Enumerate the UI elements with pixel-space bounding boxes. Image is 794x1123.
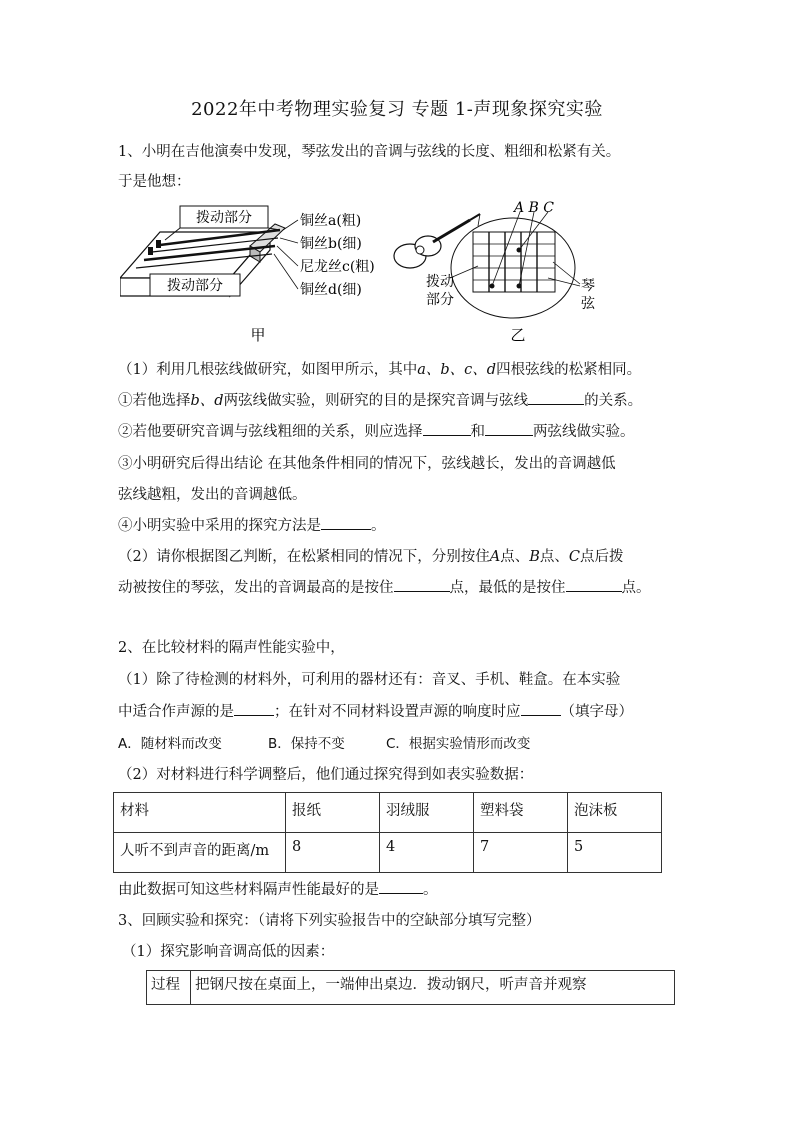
table-row (147, 971, 675, 1005)
q2-part1-line1: （1）除了待检测的材料外，可利用的器材还有：音叉、手机、鞋盒。在本实验 (118, 672, 621, 688)
blank-4[interactable] (321, 515, 371, 530)
q2-conclusion: 由此数据可知这些材料隔声性能最好的是 。 (118, 878, 438, 899)
q1-part1: （1）利用几根弦线做研究，如图甲所示，其中a、b、c、d四根弦线的松紧相同。 (118, 362, 642, 378)
yi-string-label-1: 琴 (581, 278, 595, 294)
option-b: B．保持不变 (268, 736, 345, 752)
table-cell: 7 (474, 833, 568, 873)
process-content: 把钢尺按在桌面上，一端伸出桌边．拨动钢尺，听声音并观察 (191, 971, 675, 1005)
option-a: A．随材料而改变 (118, 736, 222, 752)
page-title: 2022年中考物理实验复习 专题 1-声现象探究实验 (191, 99, 603, 120)
q1-vars-abcd: a、b、c、d (417, 362, 497, 378)
table-header-cell: 羽绒服 (380, 793, 474, 833)
table-row (114, 793, 662, 833)
q1-part2-line1: （2）请你根据图乙判断，在松紧相同的情况下，分别按住A点、B点、C点后拨 (118, 549, 624, 565)
fig-yi-caption: 乙 (510, 326, 526, 344)
blank-5[interactable] (394, 577, 450, 592)
string-c-label: 尼龙丝c(粗) (300, 259, 375, 275)
jia-top-label: 拨动部分 (196, 210, 252, 226)
yi-pluck-label-1: 拨动 (426, 274, 454, 290)
table-header-cell: 材料 (114, 793, 286, 833)
q3-intro: 3、回顾实验和探究：（请将下列实验报告中的空缺部分填写完整） (118, 913, 541, 929)
blank-8[interactable] (521, 701, 561, 716)
table-cell: 8 (286, 833, 380, 873)
string-d-label: 铜丝d(细) (300, 282, 362, 298)
yi-pluck-label-2: 部分 (426, 292, 454, 308)
process-table (146, 970, 675, 1005)
figure-jia (120, 200, 380, 350)
string-b-label: 铜丝b(细) (300, 236, 362, 252)
option-c: C．根据实验情形而改变 (386, 736, 531, 752)
figure-yi (388, 198, 608, 350)
q1-intro-line1: 1、小明在吉他演奏中发现，琴弦发出的音调与弦线的长度、粗细和松紧有关。 (118, 144, 621, 160)
fig-jia-caption: 甲 (250, 326, 266, 344)
q3-part1: （1）探究影响音调高低的因素： (122, 944, 335, 960)
q2-options (118, 732, 530, 752)
blank-2[interactable] (423, 421, 471, 436)
table-cell: 人听不到声音的距离/m (114, 833, 286, 873)
table-header-cell: 泡沫板 (568, 793, 662, 833)
q1-part2-line2: 动被按住的琴弦，发出的音调最高的是按住 点，最低的是按住 点。 (118, 576, 651, 597)
blank-6[interactable] (566, 577, 622, 592)
q2-intro: 2、在比较材料的隔声性能实验中， (118, 640, 345, 656)
q1-sub2: ②若他要研究音调与弦线粗细的关系，则应选择 和 两弦线做实验。 (118, 420, 635, 441)
blank-7[interactable] (234, 701, 274, 716)
yi-string-label-2: 弦 (581, 296, 595, 312)
blank-9[interactable] (379, 879, 423, 894)
process-label: 过程 (147, 971, 191, 1005)
string-a-label: 铜丝a(粗) (300, 213, 362, 229)
table-header-cell: 报纸 (286, 793, 380, 833)
table-cell: 5 (568, 833, 662, 873)
blank-3[interactable] (485, 421, 533, 436)
q1-sub4: ④小明实验中采用的探究方法是 。 (118, 514, 386, 535)
q1-sub3-line1: ③小明研究后得出结论 在其他条件相同的情况下，弦线越长，发出的音调越低 (118, 456, 616, 472)
q1-sub3-line2: 弦线越粗，发出的音调越低。 (118, 487, 307, 503)
blank-1[interactable] (528, 390, 584, 405)
points-abc-label: A B C (513, 200, 555, 216)
jia-bottom-label: 拨动部分 (167, 278, 223, 294)
q1-sub1: ①若他选择b、d两弦线做实验，则研究的目的是探究音调与弦线 的关系。 (118, 389, 642, 410)
table-header-cell: 塑料袋 (474, 793, 568, 833)
q1-intro-line2: 于是他想： (118, 174, 191, 190)
q2-part1-line2: 中适合作声源的是 ；在针对不同材料设置声源的响度时应 （填字母） (118, 700, 633, 721)
table-cell: 4 (380, 833, 474, 873)
q2-part2: （2）对材料进行科学调整后，他们通过探究得到如表实验数据： (118, 767, 534, 783)
table-row (114, 833, 662, 873)
materials-table (113, 792, 662, 873)
